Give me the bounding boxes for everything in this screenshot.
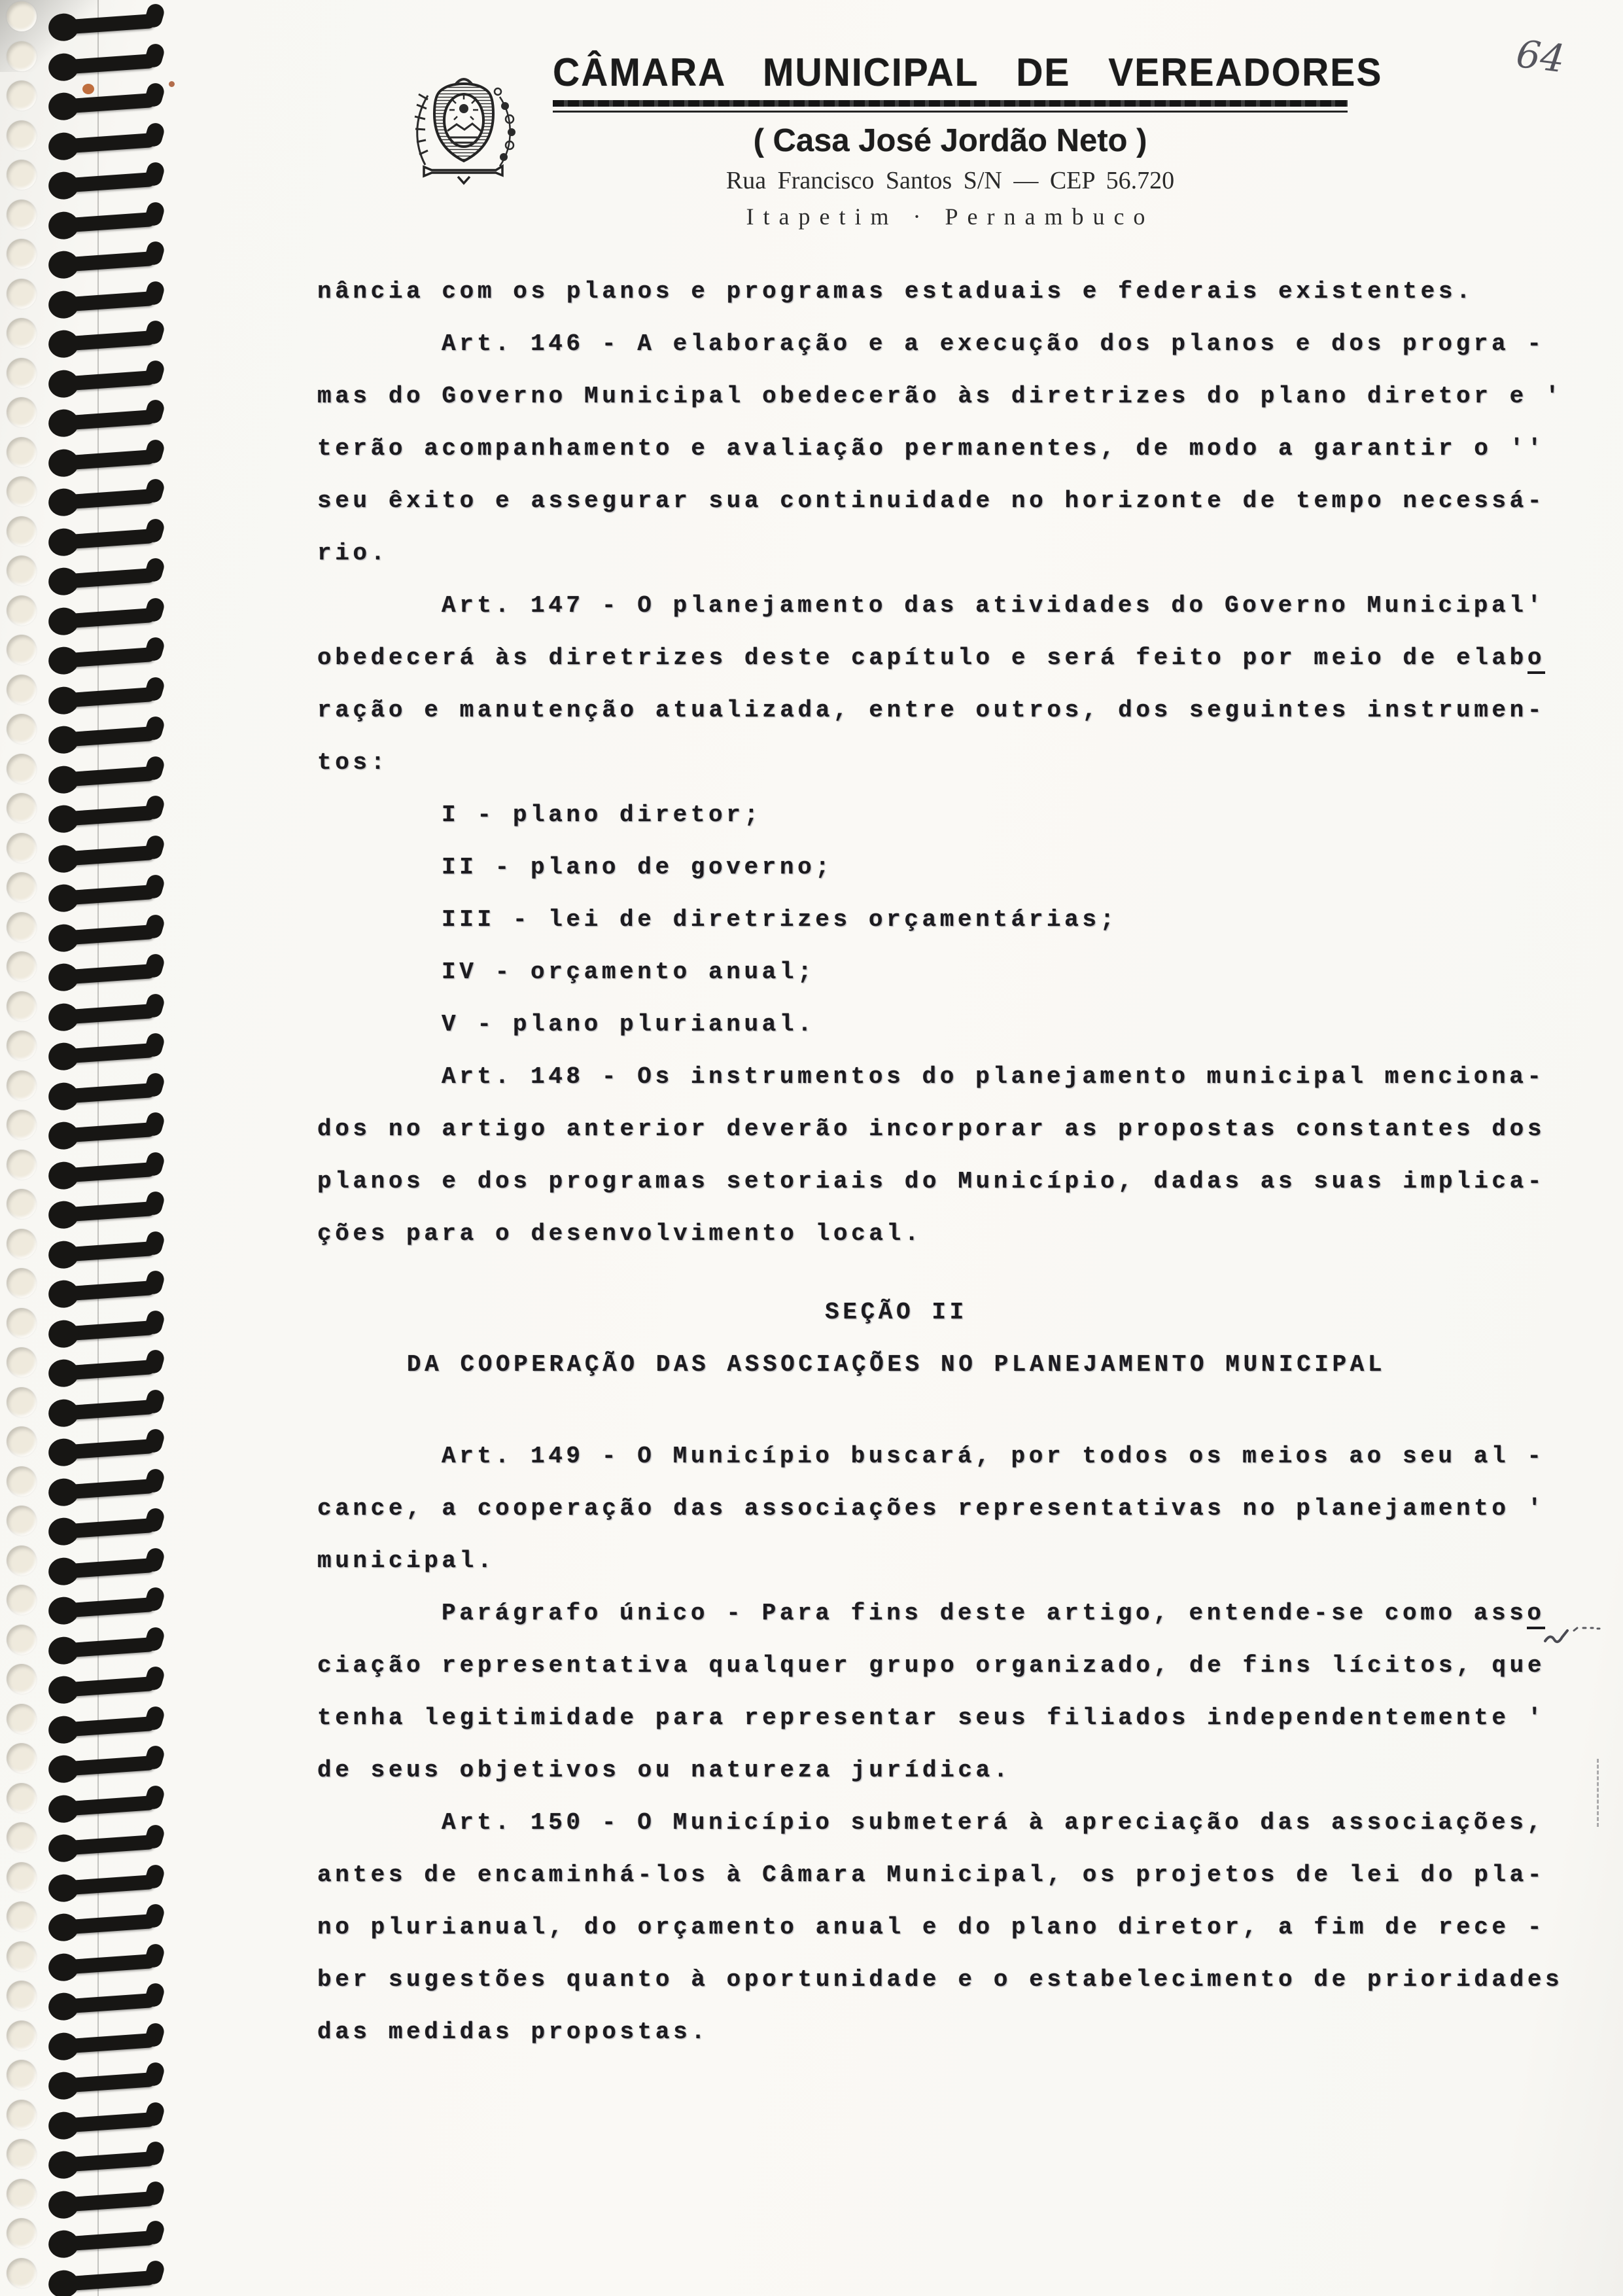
punch-hole-icon [7, 1664, 37, 1694]
punch-hole-icon [7, 1545, 37, 1576]
spiral-coil-icon [58, 726, 156, 747]
spiral-coil-icon [58, 2072, 156, 2093]
scan-speck [82, 84, 94, 94]
document-line: Art. 149 - O Município buscará, por todos os meios ao seu al - [442, 1443, 1545, 1470]
spiral-coil-icon [58, 2191, 156, 2212]
document-line: Art. 147 - O planejamento das atividades do Governo Municipal' [442, 592, 1545, 619]
document-line: tos: [317, 749, 389, 776]
punch-hole-icon [7, 595, 37, 626]
spiral-coil-icon [58, 647, 156, 668]
spiral-coil-icon [58, 1835, 156, 1856]
organization-title: CÂMARA MUNICIPAL DE VEREADORES [553, 50, 1383, 95]
punch-hole-icon [7, 1743, 37, 1773]
spiral-coil-icon [58, 2032, 156, 2053]
continuation-underscore: o [1527, 1600, 1544, 1629]
spiral-coil-icon [58, 410, 156, 431]
spiral-coil-icon [58, 1676, 156, 1697]
punch-hole-icon [7, 120, 37, 150]
document-line: ções para o desenvolvimento local. [317, 1220, 922, 1247]
spiral-coil-icon [58, 53, 156, 74]
spiral-coil-icon [58, 845, 156, 866]
spiral-coil-icon [58, 1201, 156, 1222]
punch-hole-icon [7, 1625, 37, 1655]
punch-hole-icon [7, 2060, 37, 2090]
organization-city: Itapetim · Pernambuco [746, 203, 1155, 230]
punch-hole-icon [7, 1347, 37, 1377]
punch-hole-icon [7, 1110, 37, 1140]
spiral-coil-icon [58, 528, 156, 549]
document-line: II - plano de governo; [442, 854, 833, 881]
document-line: municipal. [317, 1547, 496, 1574]
spiral-coil-icon [58, 1280, 156, 1301]
spiral-coil-icon [58, 14, 156, 35]
punch-hole-icon [7, 200, 37, 230]
punch-hole-icon [7, 1466, 37, 1496]
document-line: IV - orçamento anual; [442, 959, 816, 985]
document-line: antes de encaminhá-los à Câmara Municipal, os projetos de lei do pla- [317, 1862, 1546, 1888]
punch-hole-icon [7, 675, 37, 705]
spiral-coil-icon [58, 1874, 156, 1895]
punch-hole-icon [7, 1862, 37, 1892]
document-line: Art. 150 - O Município submeterá à apreciação das associações, [442, 1809, 1545, 1836]
punch-hole-icon [7, 1070, 37, 1101]
spiral-coil-icon [58, 1043, 156, 1064]
document-line: seu êxito e assegurar sua continuidade no horizonte de tempo necessá- [317, 487, 1546, 514]
punch-hole-icon [7, 951, 37, 981]
punch-hole-icon [7, 1506, 37, 1536]
spiral-coil-icon [58, 2111, 156, 2132]
spiral-coil-icon [58, 1360, 156, 1381]
margin-pencil-dash [1597, 1759, 1599, 1827]
spiral-coil-icon [58, 251, 156, 272]
document-line: obedecerá às diretrizes deste capítulo e será feito por meio de elabo [317, 641, 1545, 675]
punch-hole-icon [7, 2100, 37, 2130]
punch-hole-icon [7, 991, 37, 1021]
punch-hole-icon [7, 1981, 37, 2011]
punch-hole-icon [7, 1189, 37, 1219]
document-line: Art. 148 - Os instrumentos do planejamento municipal menciona- [442, 1063, 1545, 1090]
punch-hole-icon [7, 714, 37, 744]
document-line: tenha legitimidade para representar seus filiados independentemente ' [317, 1704, 1546, 1731]
spiral-coil-icon [58, 1161, 156, 1182]
punch-hole-icon [7, 437, 37, 467]
spiral-coil-icon [58, 964, 156, 985]
spiral-coil-icon [58, 686, 156, 707]
spiral-coil-icon [58, 211, 156, 232]
punch-hole-icon [7, 1150, 37, 1180]
document-line: ração e manutenção atualizada, entre outros, dos seguintes instrumen- [317, 697, 1546, 724]
spiral-coil-icon [58, 291, 156, 311]
punch-hole-icon [7, 2258, 37, 2288]
organization-subtitle: ( Casa José Jordão Neto ) [753, 123, 1147, 158]
punch-hole-icon [7, 1941, 37, 1971]
punch-hole-icon [7, 2218, 37, 2248]
spiral-coil-icon [58, 1557, 156, 1578]
document-line: das medidas propostas. [317, 2019, 709, 2045]
punch-hole-icon [7, 1783, 37, 1813]
spiral-coil-icon [58, 2270, 156, 2291]
spiral-coil-icon [58, 1795, 156, 1816]
punch-hole-icon [7, 516, 37, 546]
punch-hole-icon [7, 397, 37, 427]
section-heading-line: DA COOPERAÇÃO DAS ASSOCIAÇÕES NO PLANEJAMENTO MUNICIPAL [406, 1351, 1386, 1378]
punch-hole-icon [7, 754, 37, 784]
spiral-coil-icon [58, 805, 156, 826]
punch-hole-icon [7, 41, 37, 71]
spiral-coil-icon [58, 2151, 156, 2172]
spiral-coil-icon [58, 1993, 156, 2014]
document-line: Parágrafo único - Para fins deste artigo, entende-se como asso [442, 1597, 1545, 1631]
spiral-coil-icon [58, 172, 156, 193]
handwritten-page-number: 64 [1514, 31, 1567, 82]
document-line: III - lei de diretrizes orçamentárias; [442, 906, 1118, 933]
spiral-coil-icon [58, 1756, 156, 1776]
document-line: nância com os planos e programas estaduais e federais existentes. [317, 278, 1475, 305]
document-line: ber sugestões quanto à oportunidade e o estabelecimento de prioridades [317, 1966, 1563, 1993]
title-underline-thin [553, 111, 1348, 113]
spiral-coil-icon [58, 766, 156, 786]
spiral-coil-icon [58, 370, 156, 391]
spiral-coil-icon [58, 1716, 156, 1737]
punch-hole-icon [7, 1229, 37, 1259]
punch-hole-icon [7, 912, 37, 942]
spiral-coil-icon [58, 885, 156, 906]
punch-hole-icon [7, 279, 37, 309]
document-line: dos no artigo anterior deverão incorporar as propostas constantes dos [317, 1116, 1546, 1142]
continuation-underscore: o [1527, 645, 1545, 674]
document-line: cance, a cooperação das associações representativas no planejamento ' [317, 1495, 1546, 1522]
spiral-coil-icon [58, 1399, 156, 1420]
spiral-coil-icon [58, 1518, 156, 1539]
punch-hole-icon [7, 1704, 37, 1734]
punch-hole-icon [7, 2139, 37, 2169]
spiral-coil-icon [58, 1082, 156, 1103]
punch-hole-icon [7, 1426, 37, 1457]
document-line: terão acompanhamento e avaliação permanentes, de modo a garantir o '' [317, 435, 1546, 462]
spiral-coil-icon [58, 449, 156, 470]
punch-hole-icon [7, 635, 37, 665]
spiral-coil-icon [58, 1478, 156, 1499]
organization-address: Rua Francisco Santos S/N — CEP 56.720 [725, 167, 1175, 194]
spiral-coil-icon [58, 2231, 156, 2252]
punch-hole-icon [7, 1, 37, 31]
punch-hole-icon [7, 1822, 37, 1852]
punch-hole-icon [7, 872, 37, 902]
punch-hole-icon [7, 793, 37, 823]
document-line: planos e dos programas setoriais do Município, dadas as suas implica- [317, 1168, 1546, 1195]
municipal-coat-of-arms-seal-icon [400, 73, 528, 191]
punch-hole-icon [7, 1308, 37, 1338]
punch-hole-icon [7, 358, 37, 388]
spiral-coil-icon [58, 1320, 156, 1341]
punch-hole-icon [7, 2179, 37, 2209]
document-line: ciação representativa qualquer grupo organizado, de fins lícitos, que [317, 1652, 1546, 1679]
document-line: no plurianual, do orçamento anual e do plano diretor, a fim de rece - [317, 1914, 1546, 1941]
punch-hole-icon [7, 1901, 37, 1932]
spiral-coil-icon [58, 607, 156, 628]
punch-hole-icon [7, 1031, 37, 1061]
spiral-coil-icon [58, 568, 156, 589]
document-line: de seus objetivos ou natureza jurídica. [317, 1757, 1011, 1784]
spiral-coil-icon [58, 1914, 156, 1935]
spiral-coil-icon [58, 1597, 156, 1618]
punch-hole-icon [7, 556, 37, 586]
document-line: Art. 146 - A elaboração e a execução dos planos e dos progra - [442, 330, 1545, 357]
spiral-coil-icon [58, 489, 156, 510]
document-line: mas do Governo Municipal obedecerão às diretrizes do plano diretor e ' [317, 383, 1563, 410]
spiral-coil-icon [58, 1439, 156, 1460]
spiral-coil-icon [58, 924, 156, 945]
punch-hole-icon [7, 160, 37, 190]
document-line: rio. [317, 540, 389, 567]
letterhead [553, 50, 1383, 230]
section-heading-line: SEÇÃO II [825, 1299, 968, 1326]
spiral-coil-icon [58, 1122, 156, 1143]
document-line: I - plano diretor; [442, 802, 762, 828]
spiral-coil-icon [58, 1636, 156, 1657]
scan-speck [169, 81, 175, 87]
title-underline-thick [553, 100, 1348, 107]
spiral-coil-icon [58, 93, 156, 114]
punch-hole-icon [7, 1387, 37, 1417]
handwritten-check-squiggle-icon [1543, 1621, 1608, 1651]
spiral-coil-icon [58, 1241, 156, 1262]
spiral-coil-icon [58, 330, 156, 351]
punch-hole-icon [7, 2021, 37, 2051]
punch-hole-icon [7, 1585, 37, 1615]
spiral-binding [0, 0, 180, 2296]
punch-hole-icon [7, 318, 37, 348]
document-line: V - plano plurianual. [442, 1011, 816, 1038]
spiral-coil-icon [58, 132, 156, 153]
spiral-coil-icon [58, 1953, 156, 1974]
punch-hole-icon [7, 1268, 37, 1298]
punch-hole-icon [7, 80, 37, 111]
punch-hole-icon [7, 476, 37, 506]
punch-hole-icon [7, 239, 37, 269]
punch-hole-icon [7, 833, 37, 863]
spiral-coil-icon [58, 1003, 156, 1024]
